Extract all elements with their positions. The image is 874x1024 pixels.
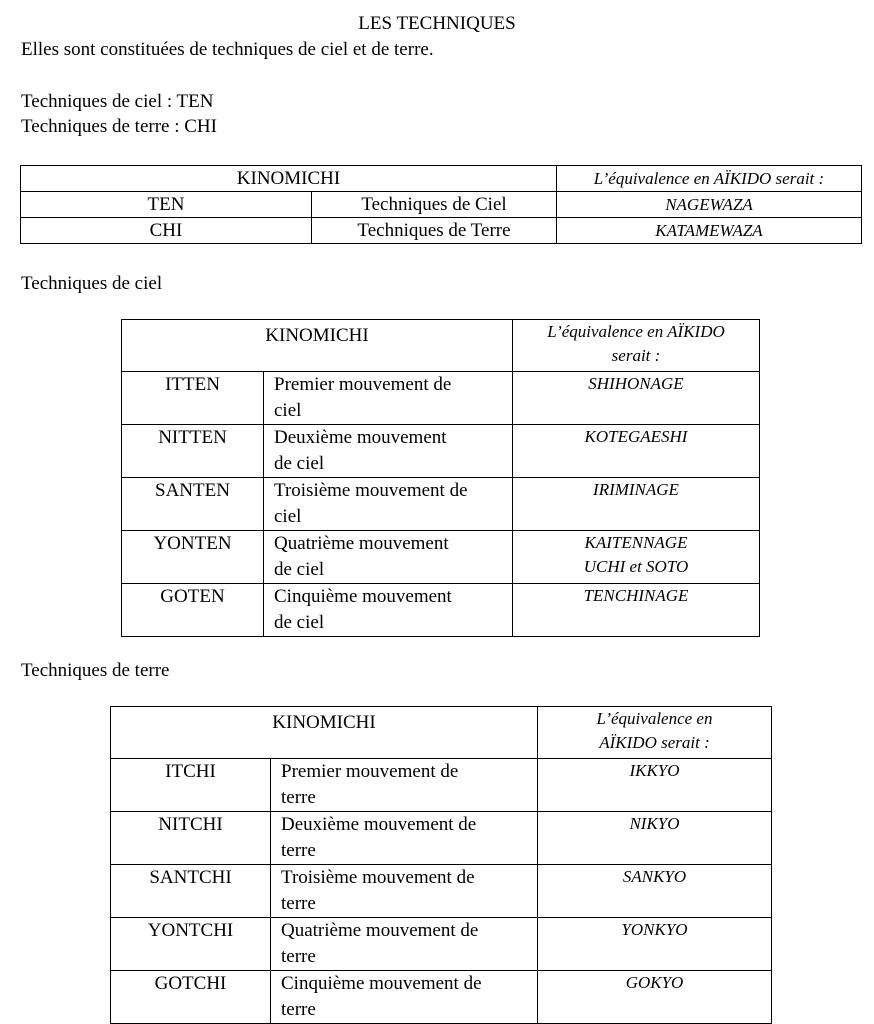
header-kinomichi: KINOMICHI [21, 166, 557, 192]
section-heading-terre: Techniques de terre [21, 660, 170, 681]
table-row [111, 865, 772, 918]
kinomichi-description [264, 584, 513, 637]
kinomichi-description [271, 865, 538, 918]
description-line-1: Deuxième mouvement de [281, 814, 477, 835]
description-line-2: de ciel [274, 612, 325, 633]
description-line-1: Quatrième mouvement de [281, 920, 479, 941]
table-row [122, 425, 760, 478]
description-line-2: terre [281, 787, 316, 808]
header-line-1: L’équivalence en [596, 709, 713, 728]
aikido-line-1: KAITENNAGE [584, 533, 688, 552]
kinomichi-description [264, 531, 513, 584]
section-heading-ciel: Techniques de ciel [21, 273, 163, 294]
kinomichi-name: GOTCHI [111, 971, 271, 1024]
kinomichi-name: SANTEN [122, 478, 264, 531]
aikido-line-1: IRIMINAGE [593, 480, 679, 499]
kinomichi-name: CHI [21, 218, 312, 244]
aikido-equivalent [513, 584, 760, 637]
description-line-1: Quatrième mouvement [274, 533, 449, 554]
header-kinomichi: KINOMICHI [111, 707, 538, 759]
description-line-1: Troisième mouvement de [274, 480, 468, 501]
table-row [122, 531, 760, 584]
kinomichi-description [271, 759, 538, 812]
kinomichi-name: SANTCHI [111, 865, 271, 918]
kinomichi-description [264, 425, 513, 478]
intro-text: Elles sont constituées de techniques de ciel et de terre. [21, 39, 434, 60]
aikido-equivalent: NIKYO [538, 812, 772, 865]
description-line-2: terre [281, 893, 316, 914]
aikido-equivalent: KATAMEWAZA [557, 218, 862, 244]
description-line-1: Cinquième mouvement [274, 586, 452, 607]
table-row [21, 218, 862, 244]
definition-ciel: Techniques de ciel : TEN [21, 91, 214, 112]
header-kinomichi: KINOMICHI [122, 320, 513, 372]
aikido-equivalent [513, 425, 760, 478]
description-line-1: Premier mouvement de [274, 374, 452, 395]
kinomichi-name: ITCHI [111, 759, 271, 812]
kinomichi-name: YONTEN [122, 531, 264, 584]
description-line-2: ciel [274, 506, 302, 527]
description-line-1: Troisième mouvement de [281, 867, 475, 888]
description-line-2: terre [281, 840, 316, 861]
kinomichi-description: Techniques de Ciel [312, 192, 557, 218]
header-aikido-equivalence [513, 320, 760, 372]
header-aikido-equivalence: L’équivalence en AÏKIDO serait : [557, 166, 862, 192]
table-row [111, 971, 772, 1024]
header-line-1: L’équivalence en AÏKIDO [547, 322, 725, 341]
aikido-equivalent [513, 478, 760, 531]
description-line-2: ciel [274, 400, 302, 421]
aikido-equivalent [513, 372, 760, 425]
aikido-equivalent: GOKYO [538, 971, 772, 1024]
description-line-2: terre [281, 946, 316, 967]
kinomichi-description [271, 812, 538, 865]
kinomichi-name: NITCHI [111, 812, 271, 865]
page-title: LES TECHNIQUES [358, 13, 516, 34]
description-line-1: Cinquième mouvement de [281, 973, 482, 994]
description-line-1: Premier mouvement de [281, 761, 459, 782]
kinomichi-description [264, 478, 513, 531]
table-row [21, 192, 862, 218]
table-row [111, 812, 772, 865]
aikido-equivalent: YONKYO [538, 918, 772, 971]
aikido-equivalent: SANKYO [538, 865, 772, 918]
header-line-2: AÏKIDO serait : [599, 733, 710, 752]
table-row [122, 478, 760, 531]
aikido-equivalent: IKKYO [538, 759, 772, 812]
header-aikido-equivalence [538, 707, 772, 759]
aikido-equivalent: NAGEWAZA [557, 192, 862, 218]
table-header-row [122, 320, 760, 372]
kinomichi-description [271, 918, 538, 971]
ciel-table [121, 319, 760, 637]
kinomichi-description [264, 372, 513, 425]
description-line-2: de ciel [274, 559, 325, 580]
aikido-line-2: UCHI et SOTO [583, 557, 689, 576]
description-line-2: de ciel [274, 453, 325, 474]
aikido-line-1: SHIHONAGE [588, 374, 684, 393]
table-header-row [111, 707, 772, 759]
description-line-2: terre [281, 999, 316, 1020]
kinomichi-name: YONTCHI [111, 918, 271, 971]
kinomichi-name: GOTEN [122, 584, 264, 637]
table-header-row [21, 166, 862, 192]
aikido-equivalent [513, 531, 760, 584]
kinomichi-name: NITTEN [122, 425, 264, 478]
kinomichi-description [271, 971, 538, 1024]
aikido-line-1: KOTEGAESHI [584, 427, 688, 446]
terre-table [110, 706, 772, 1024]
table-row [111, 759, 772, 812]
table-row [122, 584, 760, 637]
table-row [111, 918, 772, 971]
definition-terre: Techniques de terre : CHI [21, 116, 217, 137]
table-row [122, 372, 760, 425]
header-line-2: serait : [611, 346, 661, 365]
description-line-1: Deuxième mouvement [274, 427, 447, 448]
kinomichi-description: Techniques de Terre [312, 218, 557, 244]
aikido-line-1: TENCHINAGE [583, 586, 689, 605]
kinomichi-name: ITTEN [122, 372, 264, 425]
kinomichi-name: TEN [21, 192, 312, 218]
summary-table [20, 165, 862, 244]
